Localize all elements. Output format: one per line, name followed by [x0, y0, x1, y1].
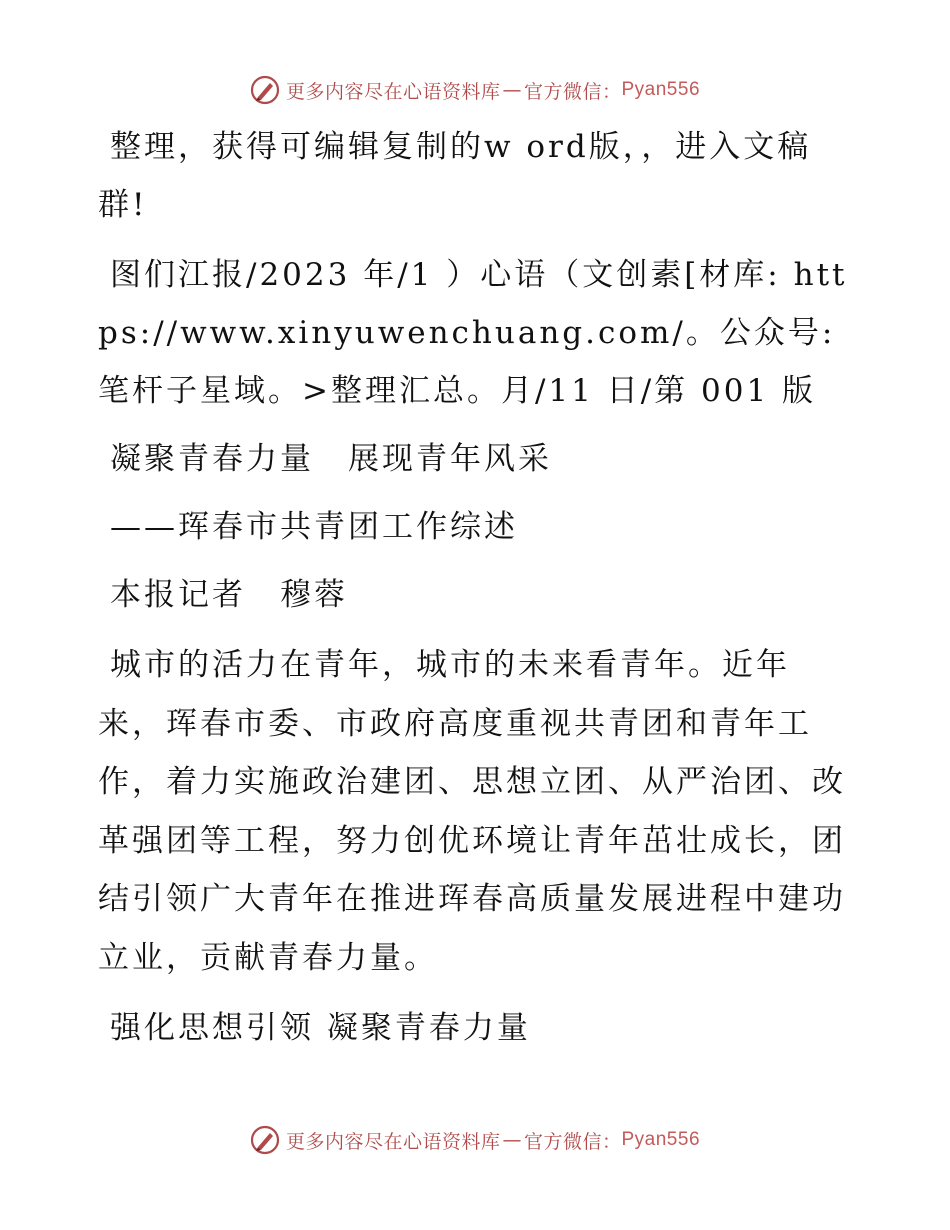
- article-byline: 本报记者 穆蓉: [110, 577, 348, 613]
- section-heading: 强化思想引领 凝聚青春力量: [110, 1010, 531, 1046]
- watermark-separator: —: [502, 1129, 522, 1151]
- watermark-separator: —: [502, 79, 522, 101]
- watermark-header: [0, 70, 950, 110]
- intro-note: 整理，获得可编辑复制的w ord版，，进入文稿群!: [98, 129, 812, 223]
- watermark-contact-id: Pyan556: [621, 79, 701, 100]
- watermark-contact-label: 官方微信：: [523, 1130, 622, 1153]
- watermark-brand: 更多内容尽在心语资料库: [285, 1130, 501, 1153]
- watermark-contact-label: 官方微信：: [523, 80, 622, 103]
- pen-logo-icon: [250, 75, 280, 105]
- source-line: 图们江报/2023 年/1 ）心语（文创素[材库: https://www.xinyuwenchuang.com/。公众号: 笔杆子星域。>整理汇总。月/11 日/第 001 版: [98, 257, 848, 409]
- article-subtitle: ——珲春市共青团工作综述: [110, 509, 518, 545]
- watermark-brand: 更多内容尽在心语资料库: [285, 80, 501, 103]
- article-lead-paragraph: 城市的活力在青年，城市的未来看青年。近年来，珲春市委、市政府高度重视共青团和青年工作，着力实施政治建团、思想立团、从严治团、改革强团等工程，努力创优环境让青年茁壮成长，团结引领广大青年在推进珲春高质量发展进程中建功立业，贡献青春力量。: [98, 647, 846, 976]
- watermark-contact-id: Pyan556: [621, 1129, 701, 1150]
- watermark-footer: [0, 1120, 950, 1160]
- article-title: 凝聚青春力量 展现青年风采: [110, 441, 552, 477]
- document-body: [98, 118, 850, 1069]
- pen-logo-icon: [250, 1125, 280, 1155]
